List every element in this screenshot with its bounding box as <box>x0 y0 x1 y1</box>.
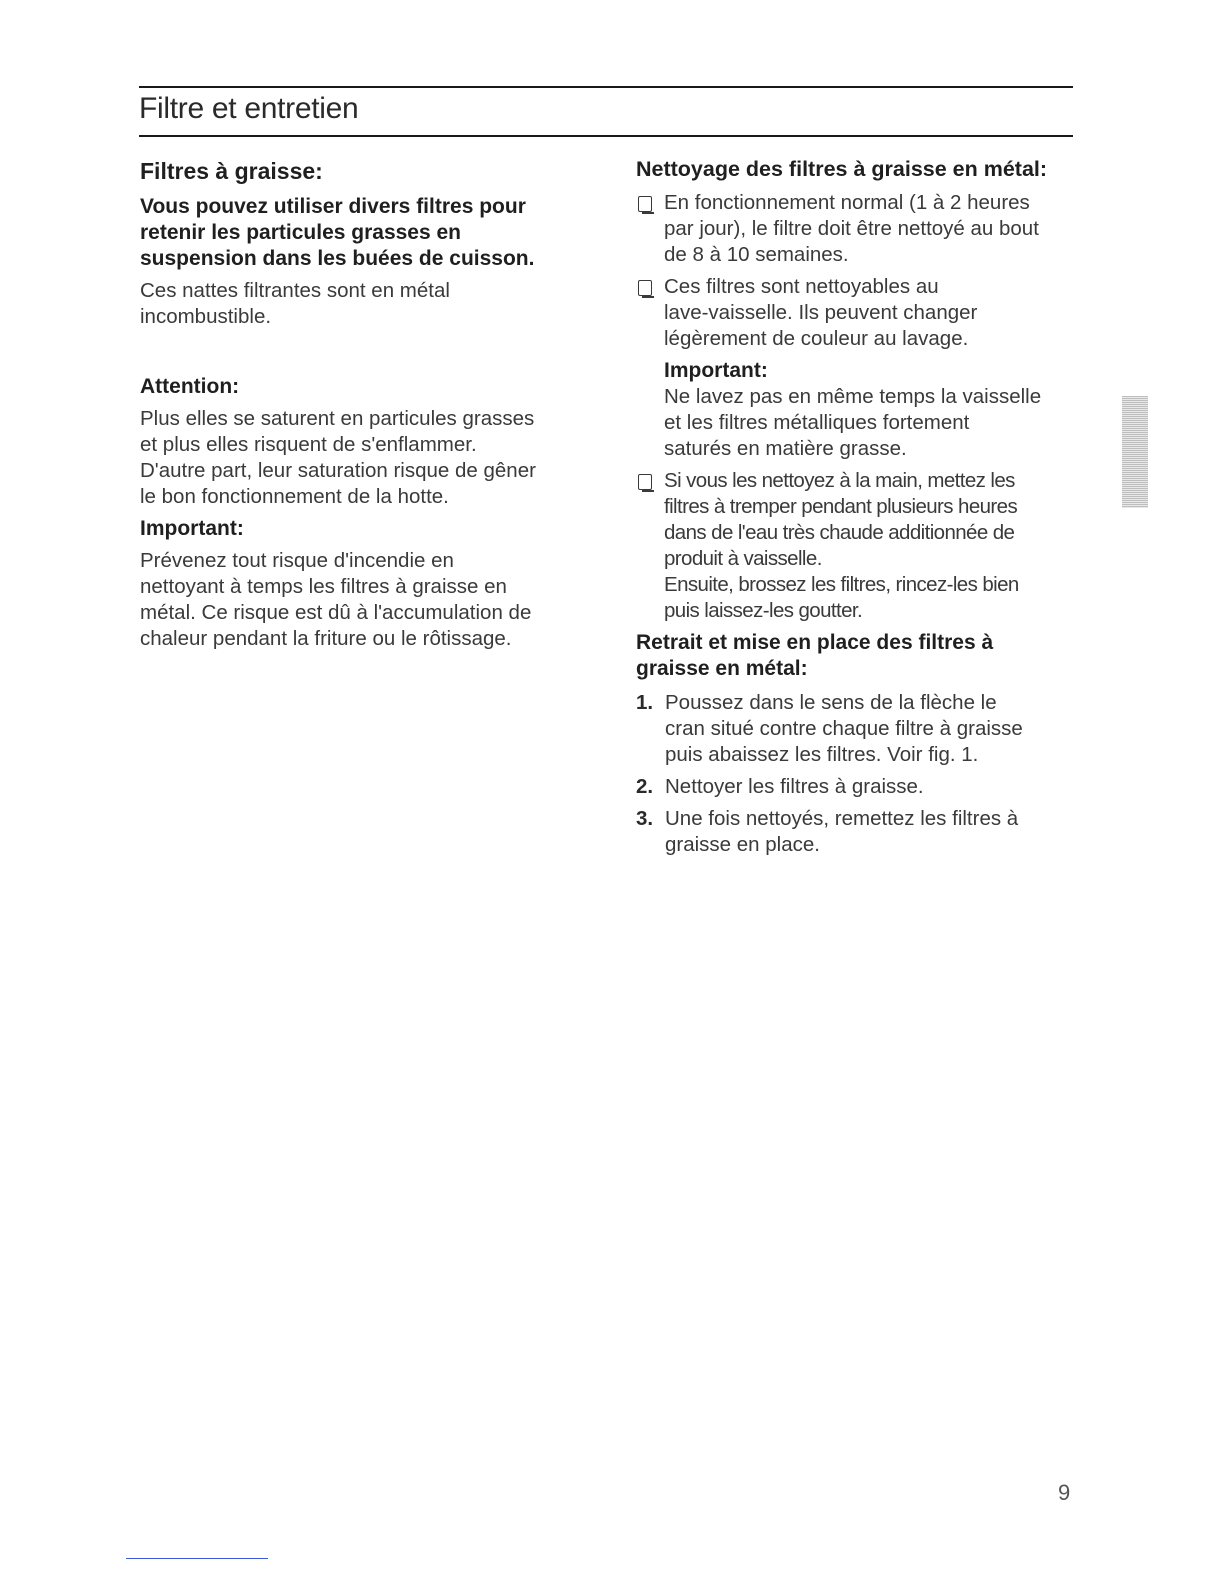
left-column <box>140 156 590 652</box>
list-item: En fonctionnement normal (1 à 2 heures par jour), le filtre doit être nettoyé au bout de 8 à 10 semaines. <box>636 190 1086 268</box>
step-item: 2. Nettoyer les filtres à graisse. <box>636 775 924 798</box>
step-item: 3. Une fois nettoyés, remettez les filtres à graisse en place. <box>636 807 1019 856</box>
removal-heading: Retrait et mise en place des filtres à graisse en métal: <box>636 631 994 680</box>
checkbox-bullet-icon <box>638 196 652 212</box>
important-paragraph-left: Prévenez tout risque d'incendie en nettoyant à temps les filtres à graisse en métal. Ce risque est dû à l'accumulation de chaleur pendant la friture ou le rôtissage. <box>140 549 532 650</box>
footer-divider <box>126 1558 268 1559</box>
checkbox-bullet-icon <box>638 280 652 296</box>
header-top-rule <box>139 86 1073 88</box>
important-heading-right: Important: <box>664 359 768 382</box>
attention-heading: Attention: <box>140 375 240 398</box>
lead-paragraph: Vous pouvez utiliser divers filtres pour retenir les particules grasses en suspension dans les buées de cuisson. <box>140 195 535 270</box>
page-number: 9 <box>1058 1480 1071 1505</box>
important-heading-left: Important: <box>140 517 244 540</box>
header-bottom-rule <box>139 135 1073 137</box>
chapter-tab-marker <box>1122 396 1148 508</box>
checkbox-bullet-icon <box>638 474 652 490</box>
list-item: Si vous les nettoyez à la main, mettez les filtres à tremper pendant plusieurs heures dans de l'eau très chaude additionnée de produit à vaisselle. Ensuite, brossez les filtres, rincez-les bien puis laissez-les goutter. <box>636 468 1086 624</box>
list-item: Ces filtres sont nettoyables au lave-vaisselle. Ils peuvent changer légèrement de couleur au lavage. <box>636 274 1086 352</box>
right-column <box>636 156 1086 864</box>
section-title-filtres: Filtres à graisse: <box>140 158 323 184</box>
intro-paragraph: Ces nattes filtrantes sont en métal incombustible. <box>140 279 450 328</box>
attention-paragraph: Plus elles se saturent en particules grasses et plus elles risquent de s'enflammer. D'autre part, leur saturation risque de gêner le bon fonctionnement de la hotte. <box>140 407 536 508</box>
step-item: 1. Poussez dans le sens de la flèche le cran situé contre chaque filtre à graisse puis abaissez les filtres. Voir fig. 1. <box>636 691 1023 766</box>
important-block-right: Important: Ne lavez pas en même temps la vaisselle et les filtres métalliques fortement saturés en matière grasse. <box>636 358 1086 462</box>
page-title: Filtre et entretien <box>139 92 359 125</box>
cleaning-heading: Nettoyage des filtres à graisse en métal: <box>636 157 1048 181</box>
